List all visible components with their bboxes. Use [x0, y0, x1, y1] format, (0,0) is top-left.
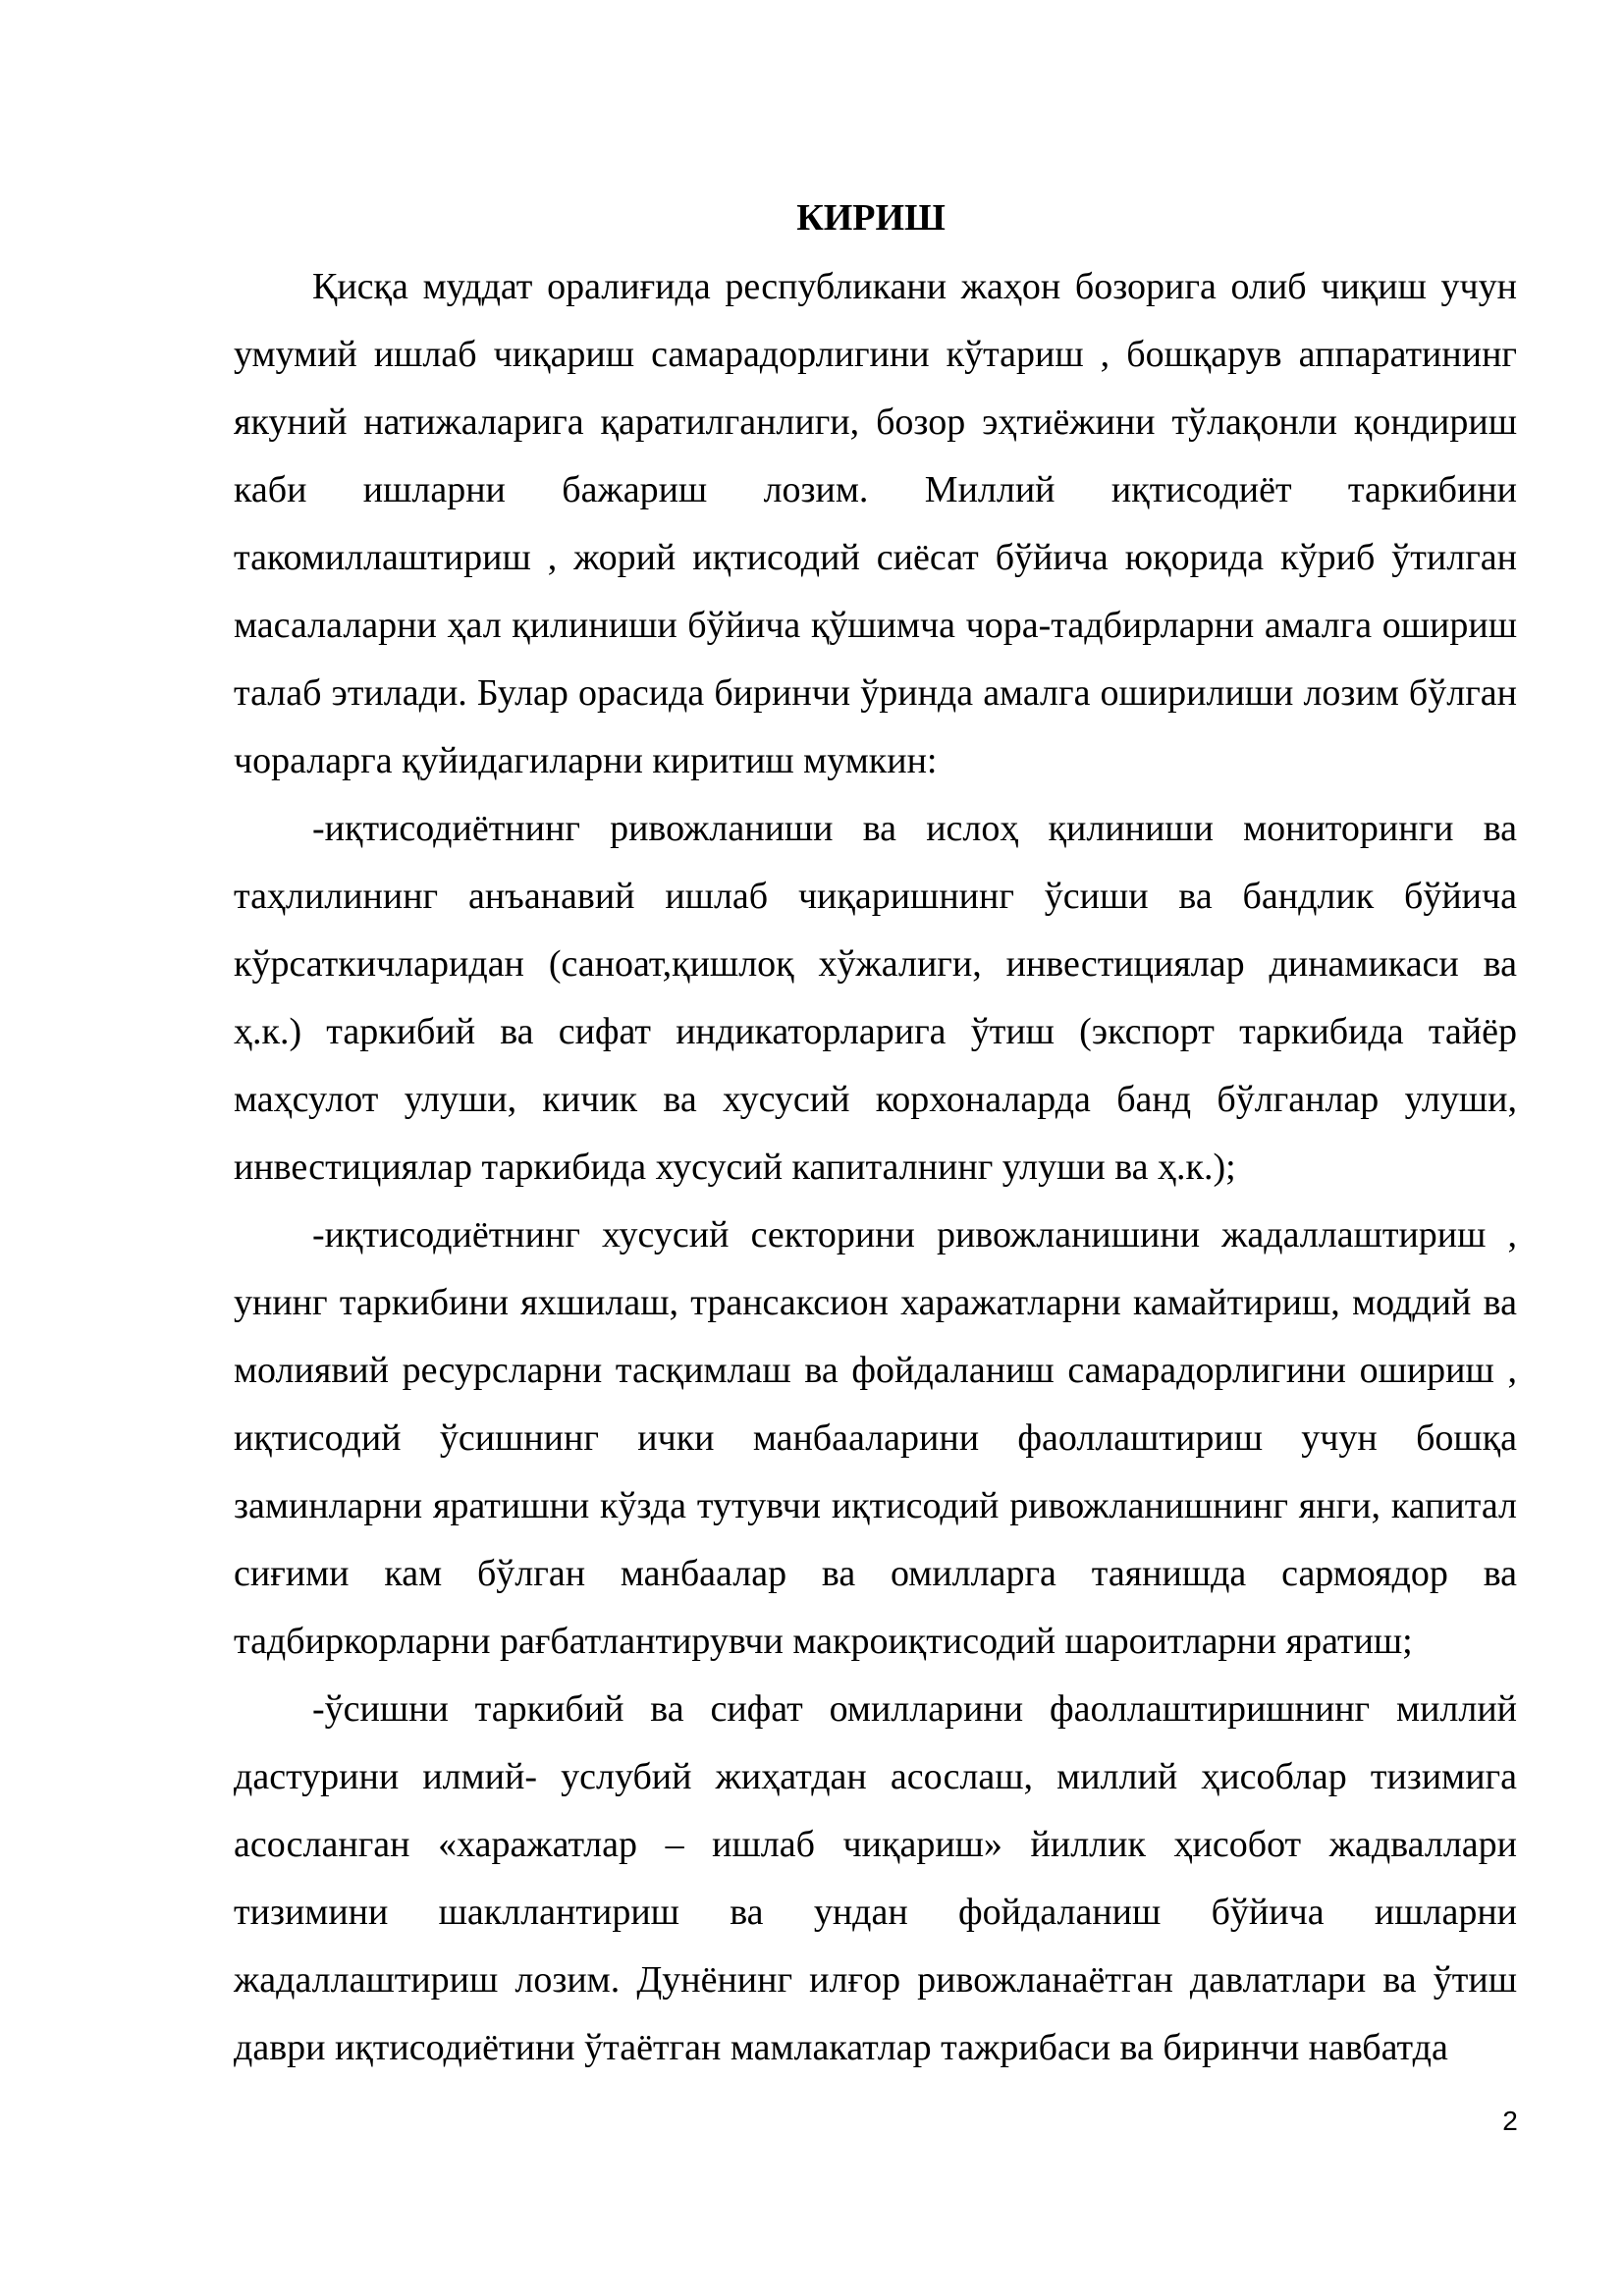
paragraph-growth-program: -ўсишни таркибий ва сифат омилларини фаоллаштиришнинг миллий дастурини илмий- услубий жиҳатдан асослаш, миллий ҳисоблар тизимига асосланган «харажатлар – ишлаб чиқариш» йиллик ҳисобот жадваллари тизимини шакллантириш ва ундан фойдаланиш бўйича ишларни жадаллаштириш лозим. Дунёнинг илғор ривожланаётган давлатлари ва ўтиш даври иқтисодиётини ўтаётган мамлакатлар тажрибаси ва биринчи навбатда: [234, 1688, 1517, 2068]
page-number: 2: [1502, 2106, 1518, 2136]
document-body: [234, 253, 1517, 2082]
paragraph-monitoring: -иқтисодиётнинг ривожланиши ва ислоҳ қилиниши мониторинги ва таҳлилининг анъанавий ишлаб чиқаришнинг ўсиши ва бандлик бўйича кўрсаткичларидан (саноат,қишлоқ хўжалиги, инвестициялар динамикаси ва ҳ.к.) таркибий ва сифат индикаторларига ўтиш (экспорт таркибида тайёр маҳсулот улуши, кичик ва хусусий корхоналарда банд бўлганлар улуши, инвестициялар таркибида хусусий капиталнинг улуши ва ҳ.к.);: [234, 808, 1517, 1188]
paragraph-private-sector: -иқтисодиётнинг хусусий секторини ривожланишини жадаллаштириш , унинг таркибини яхшилаш, трансаксион харажатларни камайтириш, моддий ва молиявий ресурсларни тасқимлаш ва фойдаланиш самарадорлигини ошириш , иқтисодий ўсишнинг ички манбааларини фаоллаштириш учун бошқа заминларни яратишни кўзда тутувчи иқтисодий ривожланишнинг янги, капитал сиғими кам бўлган манбаалар ва омилларга таянишда сармоядор ва тадбиркорларни рағбатлантирувчи макроиқтисодий шароитларни яратиш;: [234, 1214, 1517, 1662]
paragraph-intro: Қисқа муддат оралиғида республикани жаҳон бозорига олиб чиқиш учун умумий ишлаб чиқариш самарадорлигини кўтариш , бошқарув аппаратининг якуний натижаларига қаратилганлиги, бозор эҳтиёжини тўлақонли қондириш каби ишларни бажариш лозим. Миллий иқтисодиёт таркибини такомиллаштириш , жорий иқтисодий сиёсат бўйича юқорида кўриб ўтилган масалаларни ҳал қилиниши бўйича қўшимча чора-тадбирларни амалга ошириш талаб этилади. Булар орасида биринчи ўринда амалга оширилиши лозим бўлган чораларга қуйидагиларни киритиш мумкин:: [234, 266, 1517, 781]
page-title: КИРИШ: [796, 197, 946, 239]
